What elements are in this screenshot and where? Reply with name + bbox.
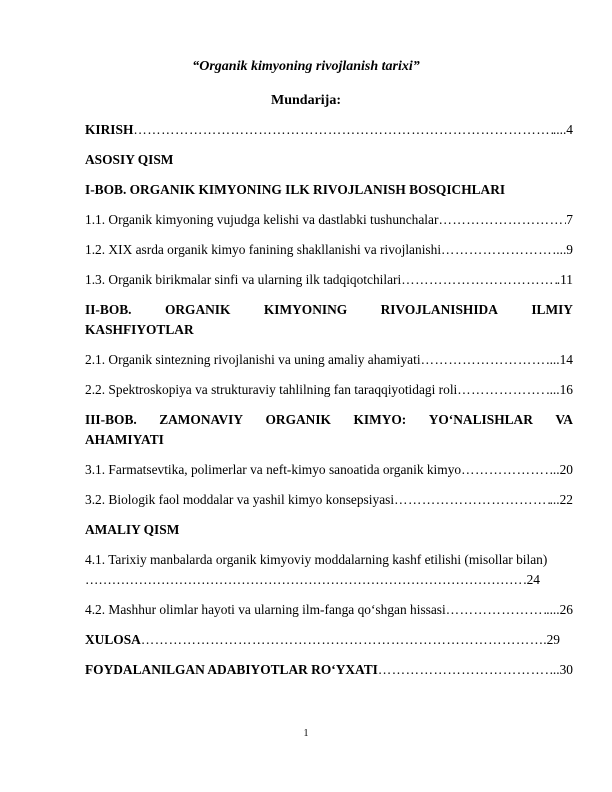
heading-word: ZAMONAVIY [159,412,244,427]
dot-leader [457,382,546,398]
toc-page-number: ...20 [549,462,573,477]
toc-page-number: .29 [543,632,560,647]
toc-entry-kirish [85,122,573,138]
toc-entry-xulosa [85,632,560,648]
document-title: “Organik kimyoning rivojlanish tarixi” [192,59,420,74]
dot-leader [85,572,523,588]
toc-entry-title: KIRISH [85,122,134,137]
heading-word: VA [555,412,573,427]
toc-entry-title: 3.2. Biologik faol moddalar va yashil kimyo konsepsiyasi [85,492,395,507]
toc-entry-adabiyotlar [85,662,573,678]
toc-entry-4-2 [85,602,573,618]
toc-page-number: .11 [556,272,573,287]
heading-word: III-BOB. [85,412,137,427]
toc-entry-1-3 [85,272,573,288]
toc-chapter-heading-2 [85,302,573,318]
dot-leader [461,462,549,478]
toc-entry-2-1 [85,352,573,368]
dot-leader [421,352,550,368]
toc-page-number: ...22 [549,492,573,507]
heading-word: KIMYO: [353,412,407,427]
toc-entry-1-2 [85,242,573,258]
toc-entry-title: 1.1. Organik kimyoning vujudga kelishi va dastlabki tushunchalar [85,212,439,227]
toc-chapter-heading: I-BOB. ORGANIK KIMYONING ILK RIVOJLANISH BOSQICHLARI [85,182,506,197]
toc-page-number: ....26 [546,602,573,617]
toc-page-number: 7 [566,212,573,227]
dot-leader [378,662,553,678]
heading-word: KIMYONING [263,302,348,317]
toc-entry-3-2 [85,492,573,508]
dot-leader [133,122,553,138]
dot-leader [401,272,557,288]
toc-page-number: ....16 [546,382,573,397]
contents-heading: Mundarija: [271,93,341,108]
dot-leader [141,632,543,648]
heading-word: II-BOB. [85,302,132,317]
heading-word: ORGANIK [265,412,331,427]
toc-chapter-heading-3-cont: AHAMIYATI [85,432,164,447]
toc-entry-title: 1.2. XIX asrda organik kimyo fanining shakllanishi va rivojlanishi [85,242,442,257]
toc-entry-2-2 [85,382,573,398]
toc-entry-title: FOYDALANILGAN ADABIYOTLAR RO‘YXATI [85,662,378,677]
dot-leader [446,602,546,618]
toc-entry-title: 3.1. Farmatsevtika, polimerlar va neft-kimyo sanoatida organik kimyo [85,462,462,477]
toc-entry-title: 2.1. Organik sintezning rivojlanishi va uning amaliy ahamiyati [85,352,421,367]
heading-word: ILMIY [531,302,573,317]
toc-entry-4-1-leader [85,572,540,588]
toc-entry-title: 2.2. Spektroskopiya va strukturaviy tahlilning fan taraqqiyotidagi roli [85,382,458,397]
toc-chapter-heading-3 [85,412,573,428]
toc-page-number: ...9 [556,242,573,257]
toc-page-number: ....4 [552,122,573,137]
toc-page-number: ..30 [552,662,573,677]
heading-word: YO‘NALISHLAR [428,412,533,427]
toc-entry-title: 4.2. Mashhur olimlar hayoti va ularning ilm-fanga qo‘shgan hissasi [85,602,446,617]
page-number: 1 [303,728,309,739]
toc-page-number: .24 [523,572,540,587]
dot-leader [438,212,566,228]
toc-section-heading: AMALIY QISM [85,522,180,537]
toc-section-heading: ASOSIY QISM [85,152,174,167]
toc-entry-title: 1.3. Organik birikmalar sinfi va ularning ilk tadqiqotchilari [85,272,402,287]
toc-entry-title: XULOSA [85,632,141,647]
toc-page-number: ...14 [549,352,573,367]
heading-word: RIVOJLANISHIDA [380,302,498,317]
toc-entry-3-1 [85,462,573,478]
dot-leader [394,492,549,508]
heading-word: ORGANIK [164,302,231,317]
toc-chapter-heading-2-cont: KASHFIYOTLAR [85,322,194,337]
dot-leader [441,242,556,258]
toc-entry-1-1 [85,212,573,228]
toc-entry-4-1: 4.1. Tarixiy manbalarda organik kimyoviy moddalarning kashf etilishi (misollar bilan) [85,552,548,567]
